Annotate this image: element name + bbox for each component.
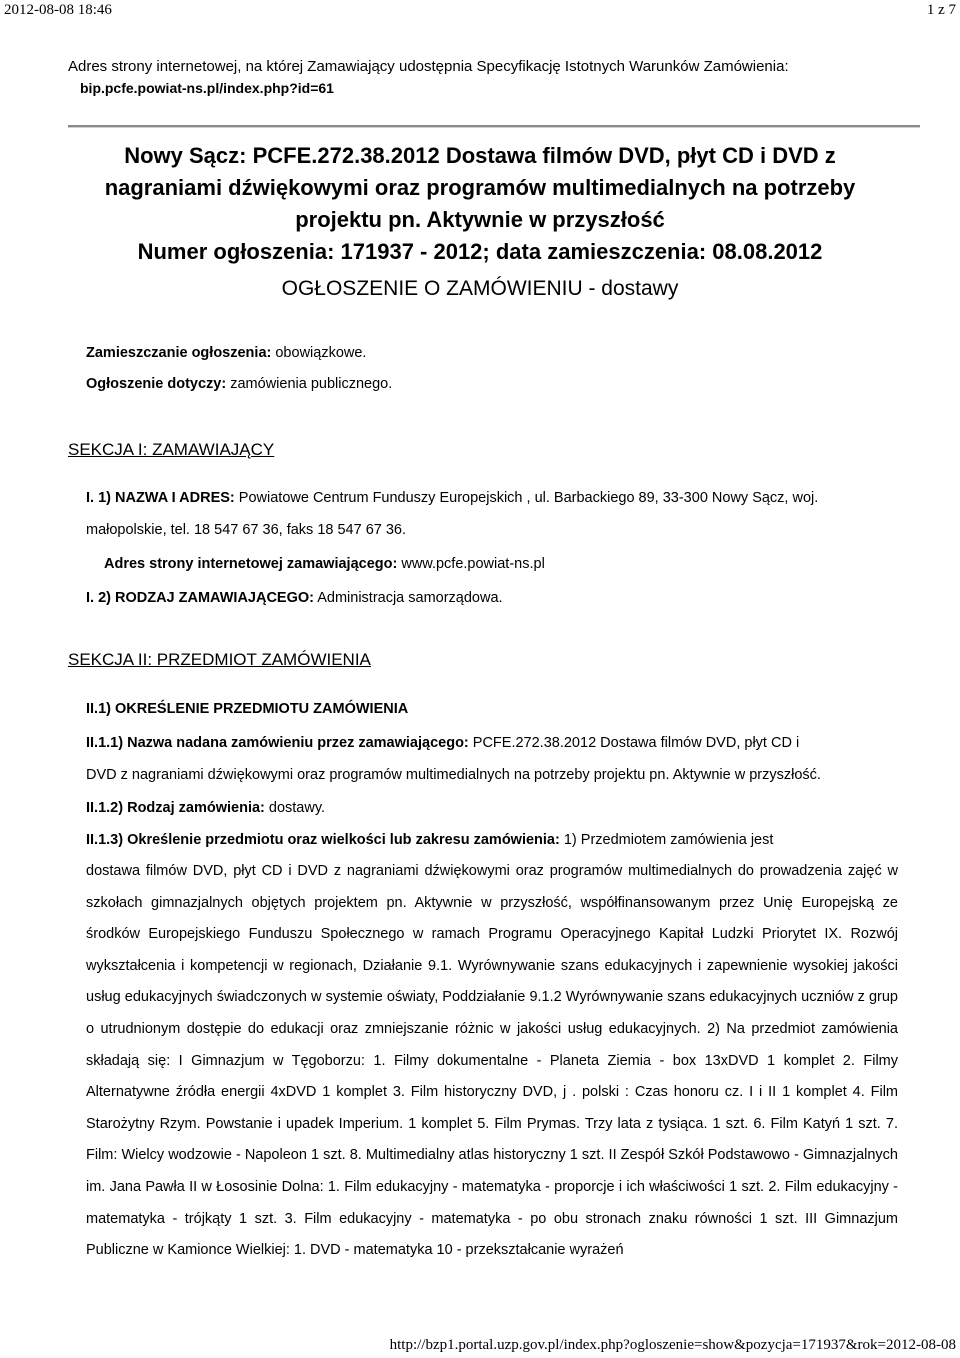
item1-label: II.1.1) Nazwa nadana zamówieniu przez zamawiającego: (86, 735, 469, 751)
concerns-row (86, 376, 392, 392)
notice-subtitle: OGŁOSZENIE O ZAMÓWIENIU - dostawy (281, 277, 679, 300)
item3-label: II.1.3) Określenie przedmiotu oraz wielkości lub zakresu zamówienia: (86, 832, 560, 848)
title-line: nagraniami dźwiękowymi oraz programów multimedialnych na potrzeby (104, 175, 856, 200)
item1-line-cont: DVD z nagraniami dźwiękowymi oraz programów multimedialnych na potrzeby projektu pn. Aktywnie w przyszłość. (86, 767, 821, 784)
item1-line (86, 727, 906, 759)
name-address-row (86, 490, 818, 506)
page-counter: 1 z 7 (926, 2, 956, 18)
section-heading-1: SEKCJA I: ZAMAWIAJĄCY (68, 440, 275, 459)
siwz-intro-text: Adres strony internetowej, na której Zamawiający udostępnia Specyfikację Istotnych Warunków Zamówienia: (68, 58, 789, 75)
name-address-row-cont: małopolskie, tel. 18 547 67 36, faks 18 547 67 36. (86, 522, 407, 538)
subsection-label: II.1) OKREŚLENIE PRZEDMIOTU ZAMÓWIENIA (86, 701, 409, 717)
placement-label: Zamieszczanie ogłoszenia: (86, 345, 272, 361)
item3-first-line (86, 824, 906, 856)
www-label: Adres strony internetowej zamawiającego: (104, 556, 398, 572)
print-datetime: 2012-08-08 18:46 (4, 2, 112, 18)
www-value: www.pcfe.powiat-ns.pl (397, 556, 545, 572)
item2-value: dostawy. (264, 799, 326, 816)
placement-value: obowiązkowe. (271, 345, 367, 361)
item1-value: PCFE.272.38.2012 Dostawa filmów DVD, płyt CD i (468, 735, 800, 751)
concerns-value: zamówienia publicznego. (226, 376, 393, 392)
item3-value: 1) Przedmiotem zamówienia jest (559, 832, 774, 848)
notice-title (60, 140, 900, 268)
footer-url: http://bzp1.portal.uzp.gov.pl/index.php?ogloszenie=show&pozycja=171937&rok=2012-08-08 (389, 1337, 956, 1353)
name-address-label: I. 1) NAZWA I ADRES: (86, 490, 235, 506)
siwz-link[interactable]: bip.pcfe.powiat-ns.pl/index.php?id=61 (80, 80, 334, 96)
title-line: Numer ogłoszenia: 171937 - 2012; data zamieszczenia: 08.08.2012 (137, 239, 823, 264)
type-label: I. 2) RODZAJ ZAMAWIAJĄCEGO: (86, 590, 314, 606)
type-value: Administracja samorządowa. (313, 590, 503, 606)
placement-row (86, 345, 366, 361)
item3-description: dostawa filmów DVD, płyt CD i DVD z nagraniami dźwiękowymi oraz programów multimedialnych do prowadzenia zajęć w szkołach gimnazjalnych objętych projektem pn. Aktywnie w przyszłość, współfinansowanym przez Unię Europejską ze środków Europejskiego Funduszu Społecznego w ramach Programu Operacyjnego Kapitał Ludzki Priorytet IX. Rozwój wykształcenia i kompetencji w regionach, Działanie 9.1. Wyrównywanie szans edukacyjnych i zapewnienie wysokiej jakości usług edukacyjnych świadczonych w systemie oświaty, Poddziałanie 9.1.2 Wyrównywanie szans edukacyjnych uczniów z grup o utrudnionym dostępie do edukacji oraz zmniejszanie różnic w jakości usług edukacyjnych. 2) Na przedmiot zamówienia składają się: I Gimnazjum w Tęgoborzu: 1. Filmy dokumentalne - Planeta Ziemia - box 13xDVD 1 komplet 2. Filmy Alternatywne źródła energii 4xDVD 1 komplet 3. Film historyczny DVD, j . polski : Czas honoru cz. I i II 1 komplet 4. Film Starożytny Rzym. Powstanie i upadek Imperium. 1 komplet 5. Film Prymas. Trzy lata z tysiąca. 1 szt. 6. Film Katyń 1 szt. 7. Film: Wielcy wodzowie - Napoleon 1 szt. 8. Multimedialny atlas historyczny 1 szt. II Zespół Szkół Podstawowo - Gimnazjalnych im. Jana Pawła II w Łososinie Dolna: 1. Film edukacyjny - matematyka - proporcje i ich właściwości 1 szt. 2. Film edukacyjny - matematyka - trójkąty 1 szt. 3. Film edukacyjny - matematyka - po obu stronach znaku równości 1 szt. III Gimnazjum Publiczne w Kamionce Wielkiej: 1. DVD - matematyka 10 - przekształcanie wyrażeń (86, 863, 898, 1259)
www-row (104, 556, 545, 572)
title-line: projektu pn. Aktywnie w przyszłość (295, 207, 665, 232)
item2-line (86, 792, 906, 824)
name-address-value: Powiatowe Centrum Funduszy Europejskich , ul. Barbackiego 89, 33-300 Nowy Sącz, woj. (234, 490, 819, 506)
title-line: Nowy Sącz: PCFE.272.38.2012 Dostawa filmów DVD, płyt CD i DVD z (124, 143, 836, 168)
item2-label: II.1.2) Rodzaj zamówienia: (86, 799, 265, 816)
item1-block (86, 727, 906, 824)
horizontal-rule (68, 125, 920, 128)
type-row (86, 590, 503, 606)
concerns-label: Ogłoszenie dotyczy: (86, 376, 227, 392)
section-heading-2: SEKCJA II: PRZEDMIOT ZAMÓWIENIA (68, 650, 371, 669)
subsection-heading (86, 701, 408, 717)
